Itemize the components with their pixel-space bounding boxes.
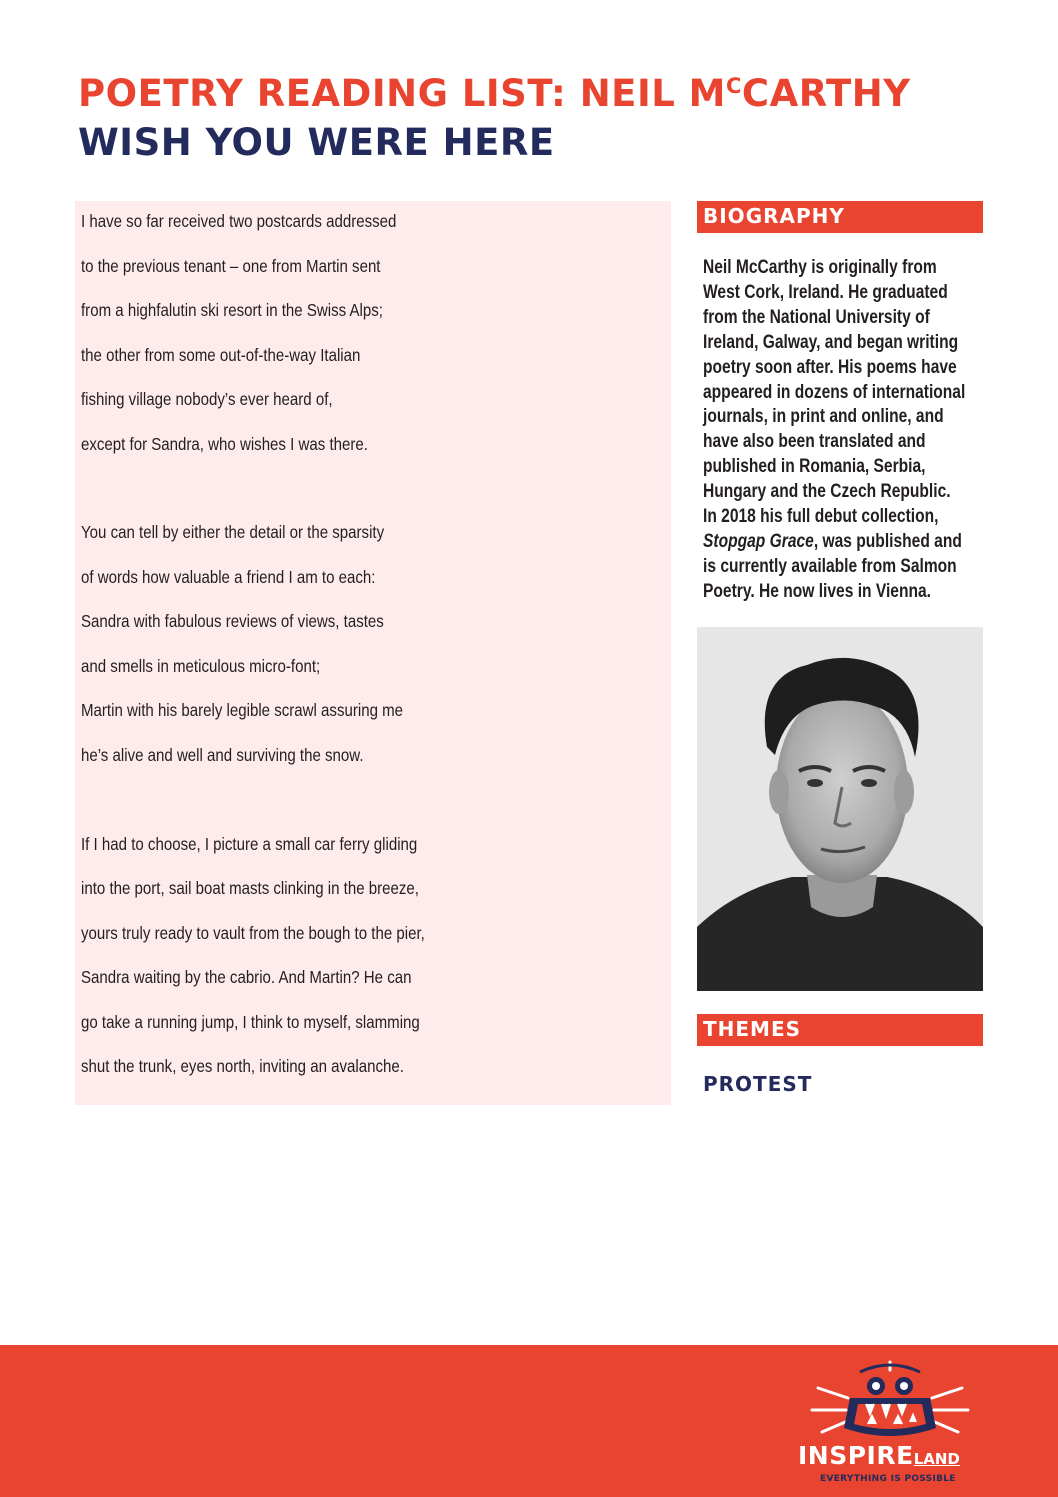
bio-line: Hungary and the Czech Republic. <box>703 481 951 503</box>
biography-heading-bar <box>697 201 983 233</box>
bio-line: is currently available from Salmon <box>703 555 957 577</box>
poem-line: he’s alive and well and surviving the snow. <box>81 745 364 765</box>
bio-line: journals, in print and online, and <box>703 406 944 428</box>
poem-line: except for Sandra, who wishes I was there. <box>81 434 368 454</box>
bio-line: have also been translated and <box>703 431 926 453</box>
bio-line: from the National University of <box>703 306 930 328</box>
bio-line: poetry soon after. His poems have <box>703 356 957 378</box>
bio-line: In 2018 his full debut collection, <box>703 506 939 528</box>
theme-tag: PROTEST <box>703 1072 813 1096</box>
logo-wordmark <box>798 1441 960 1470</box>
author-portrait-illustration <box>697 627 983 991</box>
title-suffix: CARTHY <box>741 72 911 115</box>
themes-heading: THEMES <box>703 1017 802 1041</box>
logo-tagline: EVERYTHING IS POSSIBLE <box>820 1474 956 1484</box>
poem-line: from a highfalutin ski resort in the Swiss Alps; <box>81 300 383 320</box>
poem-title: WISH YOU WERE HERE <box>78 121 555 164</box>
logo-main-text: INSPIRE <box>798 1441 914 1470</box>
bio-line: Neil McCarthy is originally from <box>703 257 937 278</box>
title-superscript: C <box>726 74 742 98</box>
biography-heading: BIOGRAPHY <box>703 204 845 228</box>
biography-text <box>703 256 974 605</box>
logo-suffix-text: LAND <box>913 1450 960 1468</box>
poem-line: to the previous tenant – one from Martin sent <box>81 256 381 276</box>
poem-line: You can tell by either the detail or the sparsity <box>81 522 385 542</box>
bio-line: Poetry. He now lives in Vienna. <box>703 580 932 602</box>
poem-line: Sandra with fabulous reviews of views, tastes <box>81 611 384 631</box>
poem-line: go take a running jump, I think to myself, slamming <box>81 1012 420 1032</box>
poem-line: shut the trunk, eyes north, inviting an avalanche. <box>81 1056 404 1076</box>
bio-line: appeared in dozens of international <box>703 381 966 403</box>
bio-line-book <box>703 530 974 555</box>
poem-line: of words how valuable a friend I am to each: <box>81 567 376 587</box>
bio-line: West Cork, Ireland. He graduated <box>703 281 948 303</box>
footer-band <box>0 1345 1058 1497</box>
bio-line: Ireland, Galway, and began writing <box>703 331 959 353</box>
poem-line: the other from some out-of-the-way Italian <box>81 345 361 365</box>
bio-line: published in Romania, Serbia, <box>703 456 926 478</box>
poem-line: If I had to choose, I picture a small car ferry gliding <box>81 834 418 854</box>
poem-line: into the port, sail boat masts clinking in the breeze, <box>81 878 419 898</box>
themes-heading-bar <box>697 1014 983 1046</box>
book-title-after: , was published and <box>813 530 962 552</box>
poem-line: yours truly ready to vault from the bough to the pier, <box>81 923 425 943</box>
poem-line: fishing village nobody’s ever heard of, <box>81 389 333 409</box>
poem-line: Sandra waiting by the cabrio. And Martin? He can <box>81 967 412 987</box>
monster-mascot-icon <box>798 1358 982 1442</box>
author-photo <box>697 627 983 991</box>
poem-line: and smells in meticulous micro-font; <box>81 656 321 676</box>
title-prefix: POETRY READING LIST: NEIL M <box>78 72 726 115</box>
inspireland-logo <box>798 1358 982 1493</box>
page-title <box>78 72 911 115</box>
poem-line: I have so far received two postcards addressed <box>81 211 397 231</box>
book-title: Stopgap Grace <box>703 530 814 552</box>
poem-panel <box>75 201 671 1105</box>
poem-line: Martin with his barely legible scrawl assuring me <box>81 700 404 720</box>
